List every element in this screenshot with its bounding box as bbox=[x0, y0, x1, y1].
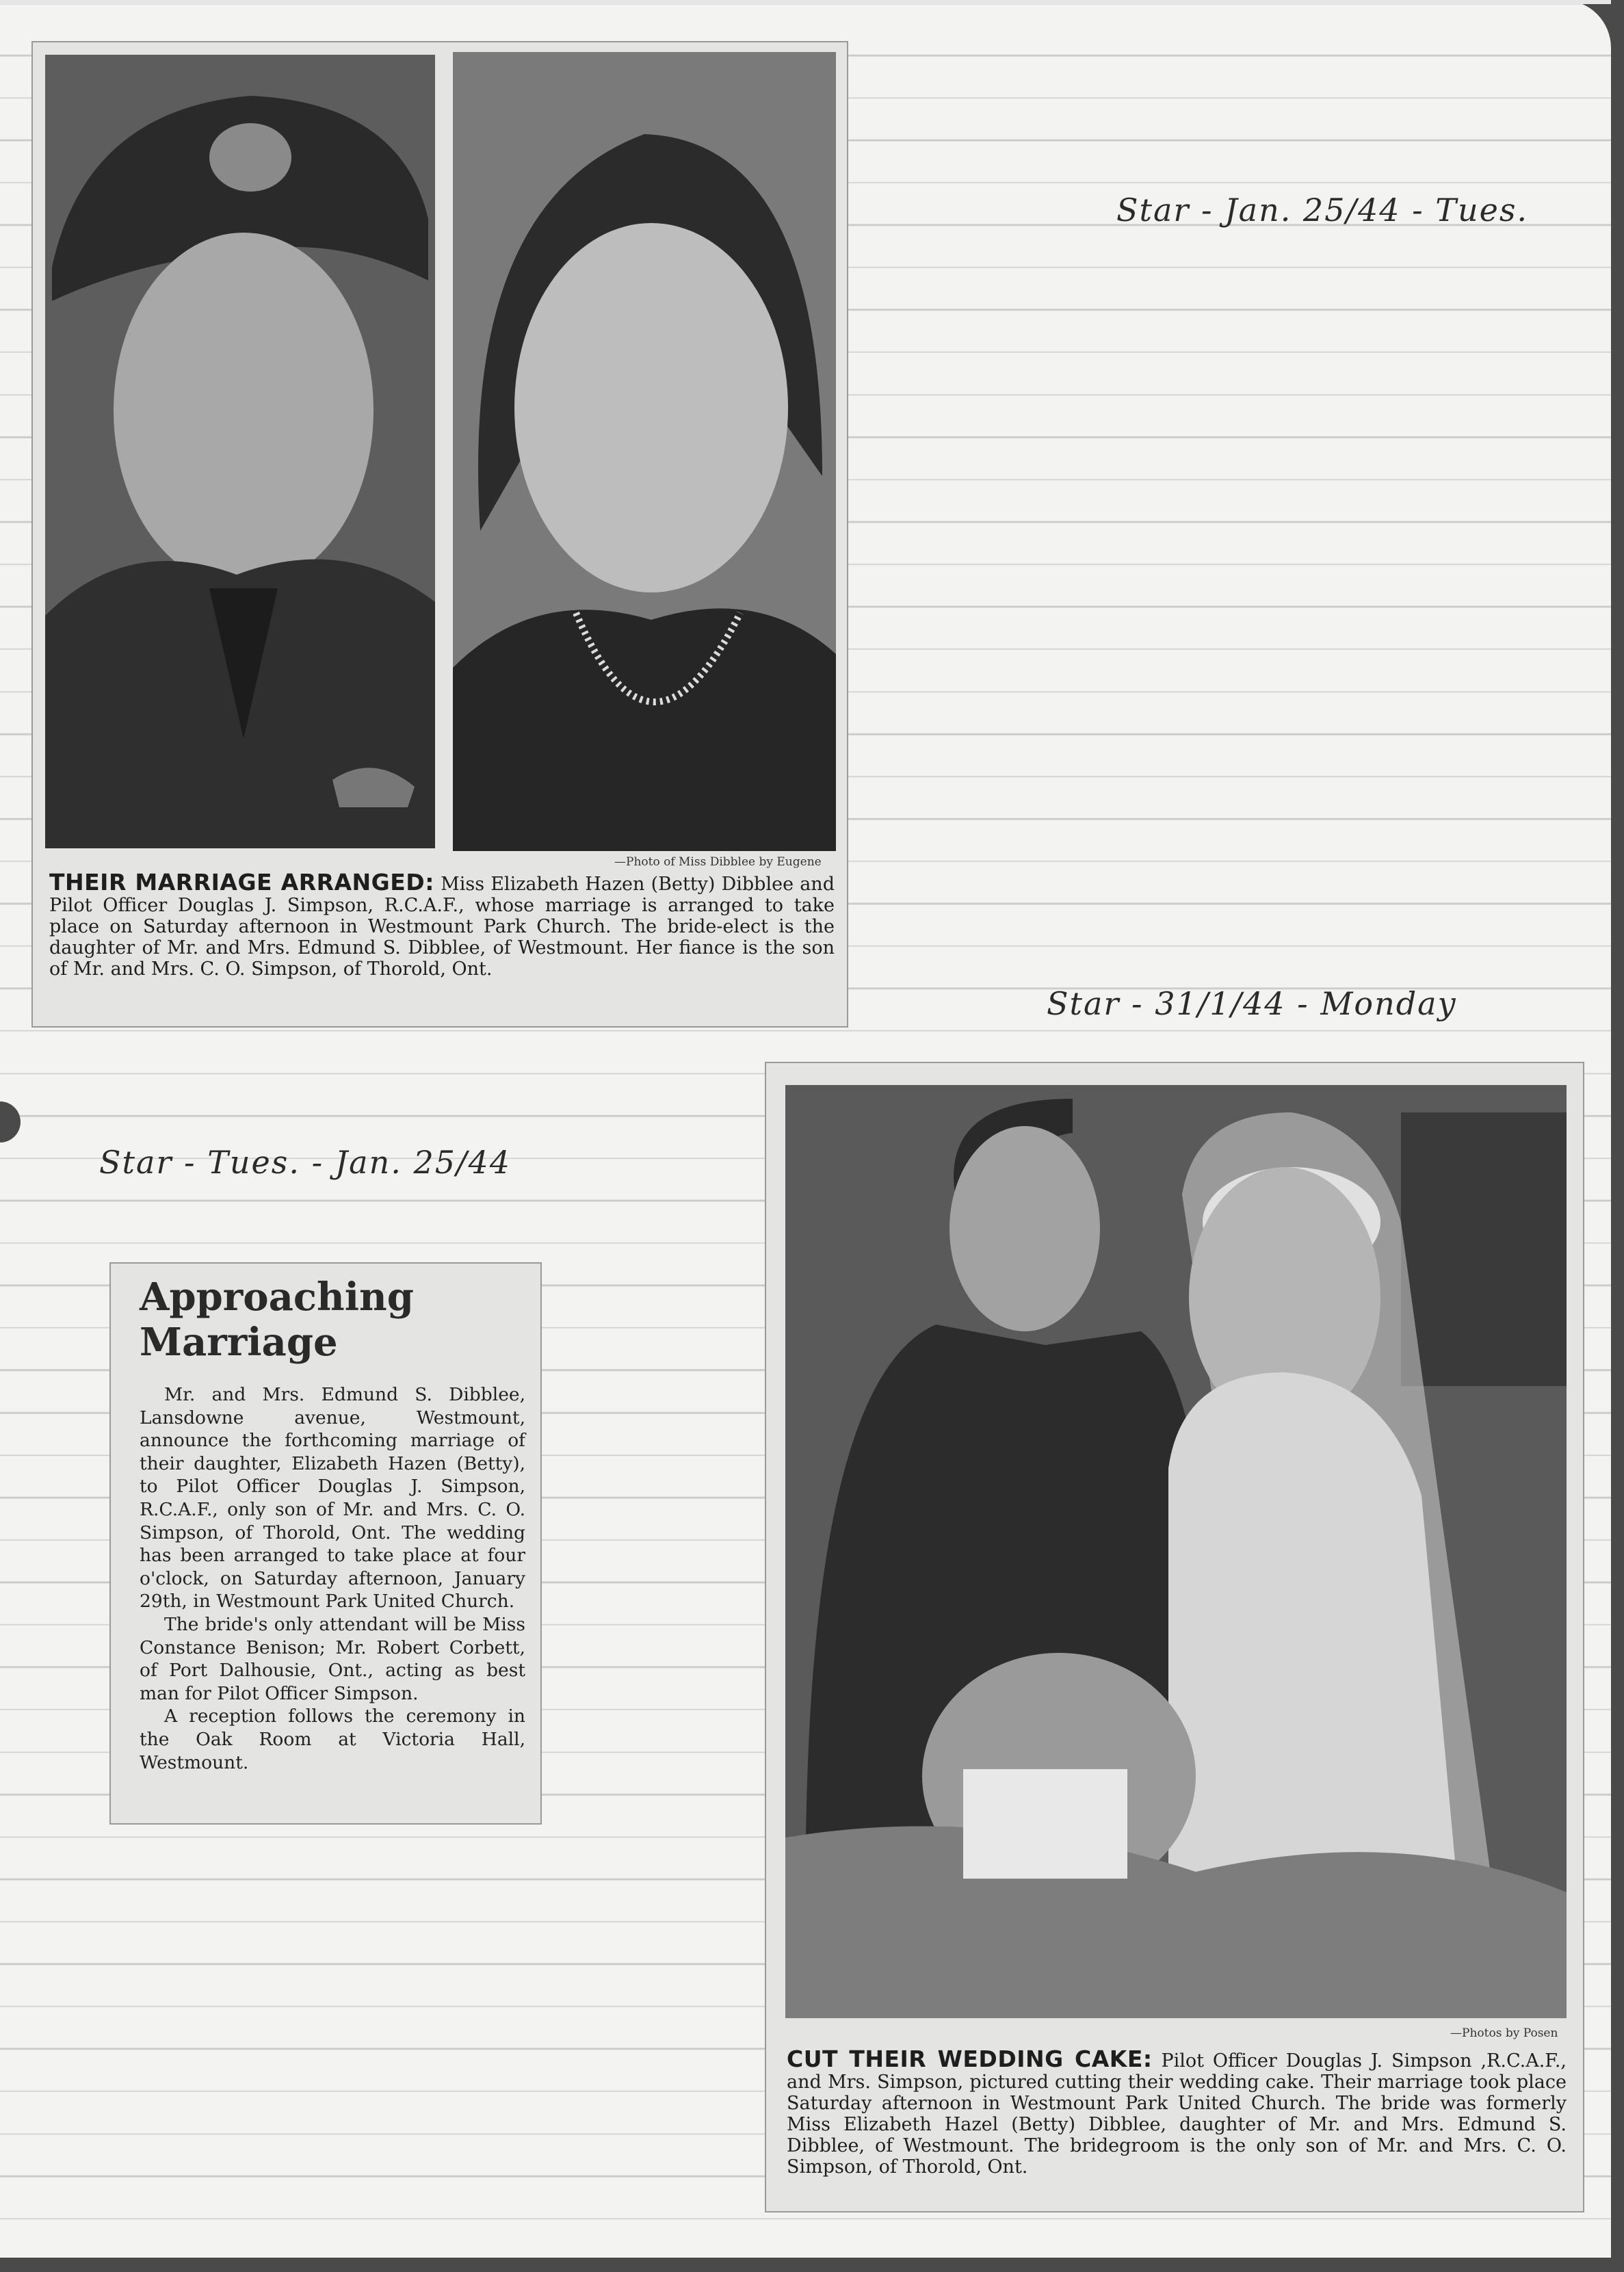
photo-groom-portrait bbox=[45, 55, 435, 848]
article-body bbox=[140, 1383, 525, 1774]
caption-body-wedding-cake: Pilot Officer Douglas J. Simpson ,R.C.A.F., and Mrs. Simpson, pictured cutting their wedding cake. Their marriage took place Saturday afternoon in Westmount Park United Church. The bride was formerly Miss Elizabeth Hazel (Betty) Dibblee, daughter of Mr. and Mrs. Edmund S. Dibblee, of Westmount. The bridegroom is the only son of Mr. and Mrs. C. O. Simpson, of Thorold, Ont. bbox=[787, 2050, 1567, 2178]
caption-wedding-cake bbox=[787, 2048, 1567, 2178]
headline-line-2: Marriage bbox=[140, 1320, 338, 1365]
handwritten-note-top-right: Star - Jan. 25/44 - Tues. bbox=[1116, 192, 1529, 228]
wedding-cake-image bbox=[785, 1085, 1567, 2018]
article-paragraph-3: A reception follows the ceremony in the Oak Room at Victoria Hall, Westmount. bbox=[140, 1706, 525, 1773]
photo-bride-portrait bbox=[453, 52, 836, 851]
photo-credit-posen: —Photos by Posen bbox=[1450, 2026, 1558, 2040]
article-paragraph-1: Mr. and Mrs. Edmund S. Dibblee, Lansdowne avenue, Westmount, announce the forthcoming marriage of their daughter, Elizabeth Hazen (Betty), to Pilot Officer Douglas J. Simpson, R.C.A.F., only son of Mr. and Mrs. C. O. Simpson, of Thorold, Ont. The wedding has been arranged to take place at four o'clock, on Saturday afternoon, January 29th, in Westmount Park United Church. bbox=[140, 1384, 525, 1612]
handwritten-note-middle-right: Star - 31/1/44 - Monday bbox=[1047, 985, 1457, 1022]
clipping-engagement bbox=[31, 41, 848, 1028]
page-top-band bbox=[0, 0, 1611, 4]
caption-body-marriage-arranged: Miss Elizabeth Hazen (Betty) Dibblee and Pilot Officer Douglas J. Simpson, R.C.A.F., whose marriage is arranged to take place on Saturday afternoon in Westmount Park Church. The bride-elect is the daughter of Mr. and Mrs. Edmund S. Dibblee, of Westmount. Her fiance is the son of Mr. and Mrs. C. O. Simpson, of Thorold, Ont. bbox=[49, 874, 835, 980]
article-paragraph-2: The bride's only attendant will be Miss Constance Benison; Mr. Robert Corbett, of Port Dalhousie, Ont., acting as best man for Pilot Officer Simpson. bbox=[140, 1613, 525, 1704]
groom-portrait-image bbox=[45, 55, 435, 848]
caption-lead-marriage-arranged: THEIR MARRIAGE ARRANGED: bbox=[49, 869, 434, 896]
photo-credit-eugene: —Photo of Miss Dibblee by Eugene bbox=[614, 855, 822, 869]
caption-lead-wedding-cake: CUT THEIR WEDDING CAKE: bbox=[787, 2046, 1153, 2072]
headline-line-1: Approaching bbox=[140, 1275, 414, 1320]
photo-wedding-cake bbox=[785, 1085, 1567, 2018]
clipping-announcement bbox=[109, 1262, 542, 1825]
caption-marriage-arranged bbox=[49, 869, 835, 980]
handwritten-note-middle-left: Star - Tues. - Jan. 25/44 bbox=[99, 1144, 512, 1181]
bride-portrait-image bbox=[453, 52, 836, 851]
clipping-wedding bbox=[765, 1062, 1584, 2212]
headline bbox=[140, 1275, 414, 1365]
